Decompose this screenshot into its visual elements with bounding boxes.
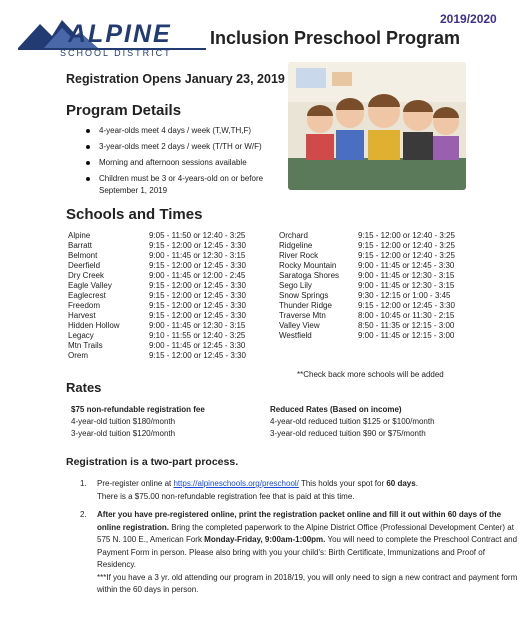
school-time: 9:15 - 12:00 or 12:45 - 3:30 bbox=[358, 301, 455, 310]
school-time: 9:05 - 11:50 or 12:40 - 3:25 bbox=[149, 231, 246, 240]
list-item: Morning and afternoon sessions available bbox=[83, 157, 303, 169]
school-name: Traverse Mtn bbox=[279, 311, 326, 320]
school-time: 8:50 - 11:35 or 12:15 - 3:00 bbox=[358, 321, 455, 330]
school-name: Westfield bbox=[279, 331, 312, 340]
school-time: 9:00 - 11:45 or 12:45 - 3:30 bbox=[149, 341, 246, 350]
school-time: 8:00 - 10:45 or 11:30 - 2:15 bbox=[358, 311, 455, 320]
schools-left-times bbox=[149, 231, 269, 361]
school-name: Alpine bbox=[68, 231, 91, 240]
step-text: Pre-register online at bbox=[97, 479, 174, 488]
school-name: Harvest bbox=[68, 311, 96, 320]
schools-right-names bbox=[279, 231, 359, 341]
school-name: Ridgeline bbox=[279, 241, 313, 250]
school-name: Belmont bbox=[68, 251, 98, 260]
school-time: 9:15 - 12:00 or 12:40 - 3:25 bbox=[358, 231, 455, 240]
school-time: 9:15 - 12:00 or 12:45 - 3:30 bbox=[149, 241, 246, 250]
school-name: Hidden Hollow bbox=[68, 321, 120, 330]
program-details-heading: Program Details bbox=[66, 102, 182, 119]
school-name: Snow Springs bbox=[279, 291, 329, 300]
step-bold: 60 days bbox=[386, 479, 416, 488]
school-time: 9:00 - 11:45 or 12:30 - 3:15 bbox=[149, 321, 246, 330]
schools-left-names bbox=[68, 231, 148, 361]
rate-line: 4-year-old tuition $180/month bbox=[71, 417, 176, 426]
school-time: 9:15 - 12:00 or 12:45 - 3:30 bbox=[149, 281, 246, 290]
school-name: Orchard bbox=[279, 231, 308, 240]
reduced-rates bbox=[270, 404, 435, 440]
school-time: 9:00 - 11:45 or 12:30 - 3:15 bbox=[358, 281, 455, 290]
list-item: Children must be 3 or 4-years-old on or before September 1, 2019 bbox=[83, 173, 303, 197]
school-name: Eaglecrest bbox=[68, 291, 106, 300]
school-name: River Rock bbox=[279, 251, 319, 260]
step-bold: After you have pre-registered online, print the registration packet online and fill it out within 60 days of the online registration. bbox=[97, 510, 502, 532]
school-name: Dry Creek bbox=[68, 271, 105, 280]
school-year: 2019/2020 bbox=[440, 12, 497, 26]
school-name: Barratt bbox=[68, 241, 93, 250]
list-item: 4-year-olds meet 4 days / week (T,W,TH,F) bbox=[83, 125, 303, 137]
list-item: 3-year-olds meet 2 days / week (T/TH or W/F) bbox=[83, 141, 303, 153]
school-name: Rocky Mountain bbox=[279, 261, 337, 270]
school-time: 9:30 - 12:15 or 1:00 - 3:45 bbox=[358, 291, 451, 300]
logo-subtitle: SCHOOL DISTRICT bbox=[60, 48, 172, 58]
school-time: 9:15 - 12:00 or 12:40 - 3:25 bbox=[358, 241, 455, 250]
step-text: There is a $75.00 non-refundable registration fee that is paid at this time. bbox=[97, 491, 355, 501]
school-name: Sego Lily bbox=[279, 281, 312, 290]
school-name: Deerfield bbox=[68, 261, 101, 270]
step-2 bbox=[80, 509, 518, 597]
logo-word: ALPINE bbox=[68, 20, 172, 48]
rates-heading: Rates bbox=[66, 380, 102, 395]
step-text: Bring the completed paperwork to the Alpine District Office (Professional Development Center) at 575 N. 100 E., American Fork bbox=[97, 522, 514, 544]
school-name: Mtn Trails bbox=[68, 341, 103, 350]
schools-right-times bbox=[358, 231, 478, 341]
registration-steps bbox=[80, 478, 518, 603]
school-name: Legacy bbox=[68, 331, 94, 340]
school-time: 9:00 - 11:45 or 12:15 - 3:00 bbox=[358, 331, 455, 340]
school-time: 9:00 - 11:45 or 12:45 - 3:30 bbox=[358, 261, 455, 270]
registration-opens: Registration Opens January 23, 2019 bbox=[66, 72, 285, 86]
schools-heading: Schools and Times bbox=[66, 206, 203, 223]
step-text: . bbox=[415, 479, 418, 488]
rate-heading: Reduced Rates (Based on income) bbox=[270, 405, 402, 414]
school-time: 9:15 - 12:00 or 12:45 - 3:30 bbox=[149, 291, 246, 300]
rate-heading: $75 non-refundable registration fee bbox=[71, 405, 205, 414]
step-text: This holds your spot for bbox=[298, 479, 387, 488]
rate-line: 3-year-old tuition $120/month bbox=[71, 429, 176, 438]
school-time: 9:00 - 11:45 or 12:30 - 3:15 bbox=[149, 251, 246, 260]
school-name: Orem bbox=[68, 351, 88, 360]
school-time: 9:10 - 11:55 or 12:40 - 3:25 bbox=[149, 331, 246, 340]
school-time: 9:15 - 12:00 or 12:45 - 3:30 bbox=[149, 311, 246, 320]
step-text: You will need to complete the Preschool Contract and Payment Form in person. Please also bring with you your child's: Birth Certificate, Immunizations and Proof of Residency. bbox=[97, 535, 518, 569]
registration-heading: Registration is a two-part process. bbox=[66, 456, 239, 468]
school-name: Eagle Valley bbox=[68, 281, 112, 290]
school-time: 9:00 - 11:45 or 12:00 - 2:45 bbox=[149, 271, 246, 280]
school-time: 9:15 - 12:00 or 12:45 - 3:30 bbox=[149, 351, 246, 360]
step-text: ***If you have a 3 yr. old attending our program in 2018/19, you will only need to sign a new contract and payment form within the 60 days in person. bbox=[97, 572, 518, 594]
rate-line: 4-year-old reduced tuition $125 or $100/month bbox=[270, 417, 435, 426]
preschool-link[interactable]: https://alpineschools.org/preschool/ bbox=[173, 479, 299, 488]
school-time: 9:15 - 12:00 or 12:40 - 3:25 bbox=[358, 251, 455, 260]
school-name: Thunder Ridge bbox=[279, 301, 332, 310]
step-number: 2. bbox=[80, 510, 87, 519]
schools-note: **Check back more schools will be added bbox=[297, 370, 444, 379]
standard-rates bbox=[71, 404, 205, 440]
school-name: Freedom bbox=[68, 301, 101, 310]
page-title: Inclusion Preschool Program bbox=[210, 28, 461, 48]
program-details-list bbox=[83, 125, 303, 201]
rate-line: 3-year-old reduced tuition $90 or $75/month bbox=[270, 429, 426, 438]
school-time: 9:15 - 12:00 or 12:45 - 3:30 bbox=[149, 301, 246, 310]
school-time: 9:15 - 12:00 or 12:45 - 3:30 bbox=[149, 261, 246, 270]
step-1 bbox=[80, 478, 518, 503]
school-name: Saratoga Shores bbox=[279, 271, 340, 280]
step-number: 1. bbox=[80, 479, 87, 488]
school-name: Valley View bbox=[279, 321, 320, 330]
school-time: 9:00 - 11:45 or 12:30 - 3:15 bbox=[358, 271, 455, 280]
children-photo bbox=[288, 62, 466, 190]
step-bold: Monday-Friday, 9:00am-1:00pm. bbox=[204, 535, 326, 544]
